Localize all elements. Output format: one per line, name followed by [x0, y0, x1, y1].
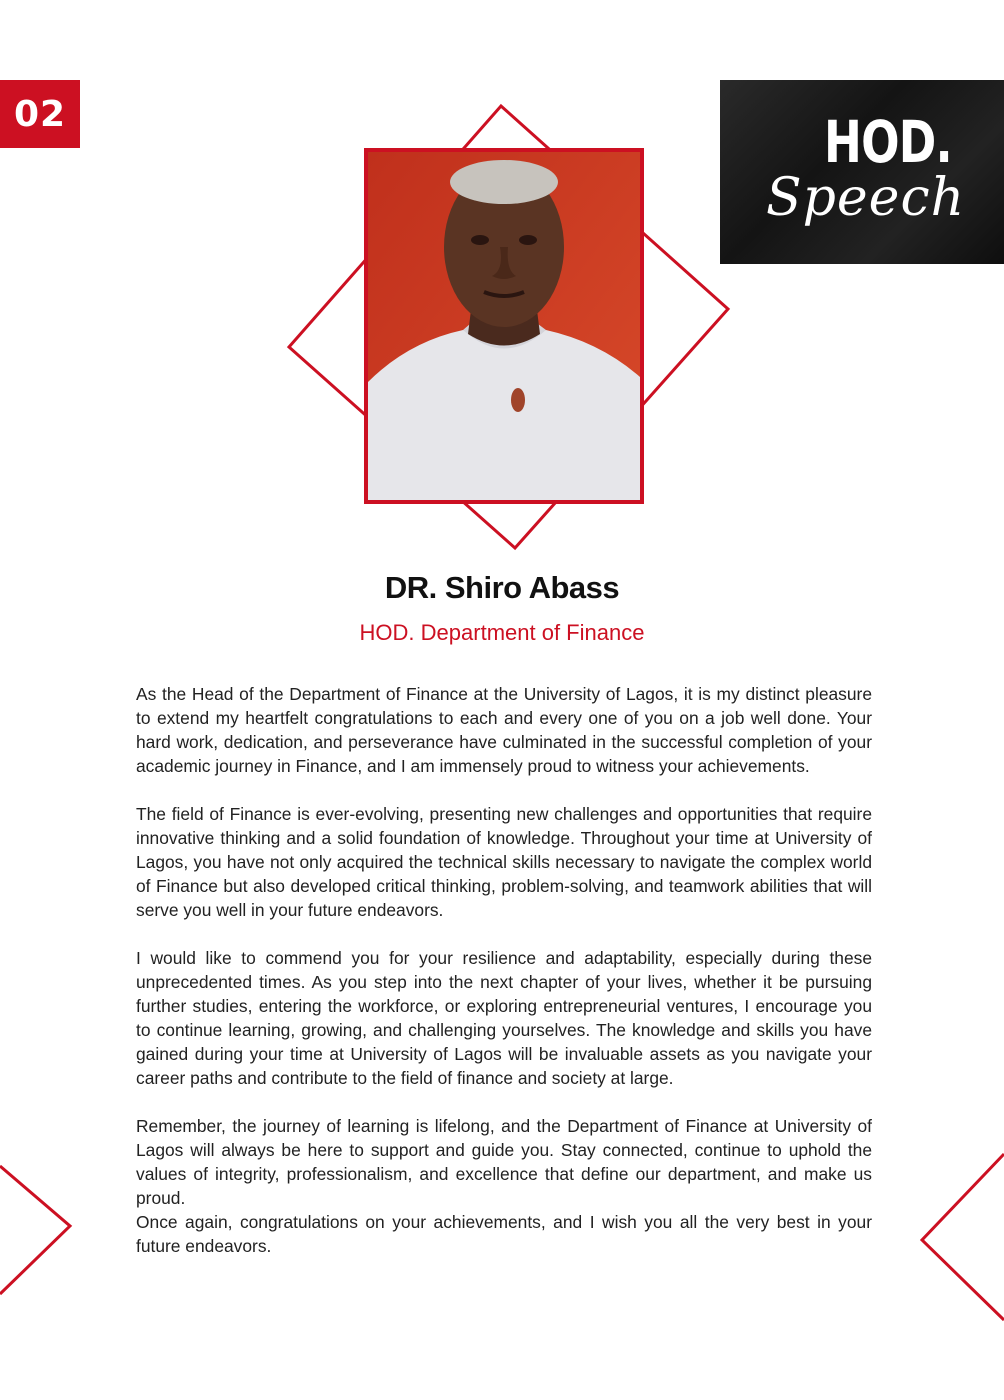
- portrait-photo: [364, 148, 644, 504]
- badge-title: HOD.: [824, 108, 952, 176]
- left-edge-chevron: [0, 1166, 70, 1294]
- page-number-badge: [0, 80, 80, 148]
- page-number: 02: [13, 93, 67, 135]
- speech-paragraph: As the Head of the Department of Finance at the University of Lagos, it is my distinct pleasure to extend my heartfelt congratulations to each and every one of you on a job well done. Your hard work, dedication, and perseverance have culminated in the successful completion of your academic journey in Finance, and I am immensely proud to witness your achievements.: [136, 684, 872, 776]
- hod-speech-badge: [720, 80, 1004, 264]
- speech-closing: Once again, congratulations on your achievements, and I wish you all the very best in your future endeavors.: [136, 1212, 872, 1256]
- right-edge-chevron: [922, 1154, 1004, 1320]
- portrait-illustration: [368, 152, 640, 500]
- speech-paragraph: I would like to commend you for your resilience and adaptability, especially during these unprecedented times. As you step into the next chapter of your lives, whether it be pursuing further studies, entering the workforce, or exploring entrepreneurial ventures, I encourage you to continue learning, growing, and challenging yourselves. The knowledge and skills you have gained during your time at University of Lagos will be invaluable assets as you navigate your career paths and contribute to the field of finance and society at large.: [136, 948, 872, 1088]
- speech-paragraph: Remember, the journey of learning is lifelong, and the Department of Finance at University of Lagos will always be here to support and guide you. Stay connected, continue to uphold the values of integrity, professionalism, and excellence that define our department, and make us proud.: [136, 1116, 872, 1208]
- person-name: DR. Shiro Abass: [384, 570, 620, 605]
- badge-script: Speech: [766, 168, 966, 228]
- person-role: HOD. Department of Finance: [359, 620, 645, 645]
- speech-paragraph: The field of Finance is ever-evolving, presenting new challenges and opportunities that require innovative thinking and a solid foundation of knowledge. Throughout your time at University of Lagos, you have not only acquired the technical skills necessary to navigate the complex world of Finance but also developed critical thinking, problem-solving, and teamwork abilities that will serve you well in your future endeavors.: [136, 804, 872, 920]
- speech-body: [136, 682, 872, 1258]
